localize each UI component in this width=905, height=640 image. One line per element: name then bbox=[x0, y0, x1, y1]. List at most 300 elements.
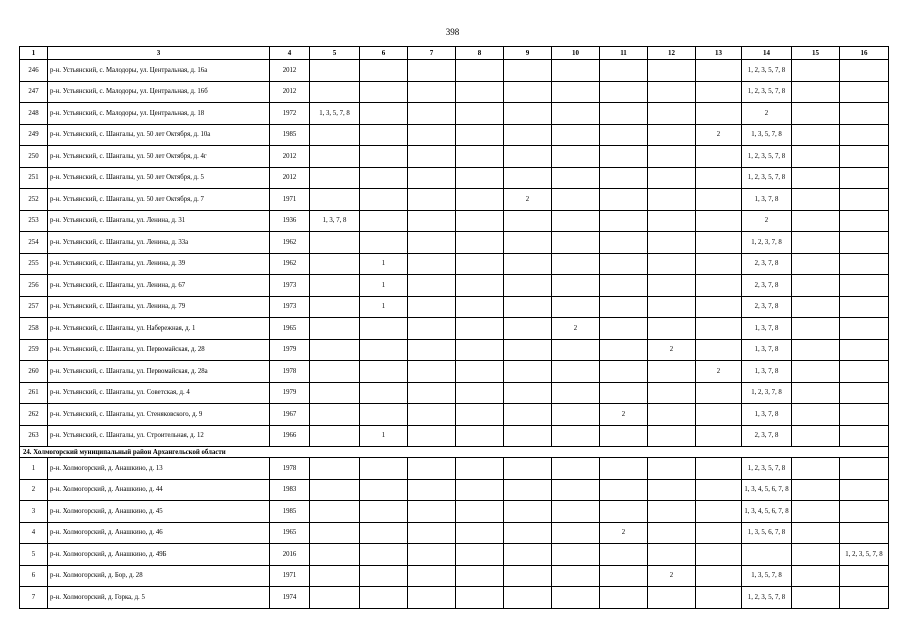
table-row bbox=[20, 232, 889, 254]
work-type-cell: 1, 3, 7, 8 bbox=[310, 210, 360, 232]
work-type-cell bbox=[504, 146, 552, 168]
work-type-cell bbox=[742, 544, 792, 566]
work-type-cell bbox=[600, 458, 648, 480]
work-type-cell bbox=[408, 339, 456, 361]
work-type-cell bbox=[840, 60, 889, 82]
work-type-cell bbox=[456, 522, 504, 544]
work-type-cell bbox=[456, 425, 504, 447]
work-type-cell bbox=[408, 296, 456, 318]
work-type-cell bbox=[456, 103, 504, 125]
work-type-cell bbox=[310, 479, 360, 501]
work-type-cell: 1, 2, 3, 7, 8 bbox=[742, 382, 792, 404]
work-type-cell bbox=[648, 210, 696, 232]
table-header bbox=[20, 47, 889, 60]
work-type-cell bbox=[310, 587, 360, 609]
section-title: 24. Холмогорский муниципальный район Архангельской области bbox=[20, 447, 889, 458]
year-cell: 1962 bbox=[270, 232, 310, 254]
work-type-cell bbox=[600, 587, 648, 609]
work-type-cell bbox=[792, 124, 840, 146]
work-type-cell bbox=[408, 501, 456, 523]
work-type-cell bbox=[792, 425, 840, 447]
work-type-cell: 1, 3, 7, 8 bbox=[742, 361, 792, 383]
work-type-cell bbox=[696, 565, 742, 587]
year-cell: 2012 bbox=[270, 60, 310, 82]
work-type-cell bbox=[360, 522, 408, 544]
work-type-cell bbox=[552, 275, 600, 297]
work-type-cell bbox=[600, 124, 648, 146]
work-type-cell bbox=[504, 587, 552, 609]
housing-register-table bbox=[19, 46, 889, 609]
work-type-cell: 1, 3, 7, 8 bbox=[742, 189, 792, 211]
work-type-cell bbox=[456, 124, 504, 146]
table-row bbox=[20, 565, 889, 587]
column-header: 5 bbox=[310, 47, 360, 60]
work-type-cell bbox=[504, 232, 552, 254]
work-type-cell bbox=[552, 232, 600, 254]
work-type-cell: 1, 2, 3, 5, 7, 8 bbox=[742, 146, 792, 168]
work-type-cell bbox=[696, 382, 742, 404]
work-type-cell bbox=[310, 522, 360, 544]
work-type-cell: 1 bbox=[360, 275, 408, 297]
work-type-cell bbox=[310, 60, 360, 82]
work-type-cell bbox=[600, 275, 648, 297]
work-type-cell bbox=[648, 232, 696, 254]
column-header: 14 bbox=[742, 47, 792, 60]
table-row bbox=[20, 404, 889, 426]
work-type-cell bbox=[552, 124, 600, 146]
work-type-cell bbox=[456, 587, 504, 609]
work-type-cell bbox=[648, 60, 696, 82]
work-type-cell bbox=[310, 361, 360, 383]
work-type-cell bbox=[504, 124, 552, 146]
work-type-cell bbox=[600, 146, 648, 168]
work-type-cell bbox=[552, 522, 600, 544]
address-cell: р-н. Устьянский, с. Шангалы, ул. Стеняковского, д. 9 bbox=[48, 404, 270, 426]
table-row bbox=[20, 458, 889, 480]
work-type-cell bbox=[408, 361, 456, 383]
work-type-cell bbox=[408, 404, 456, 426]
address-cell: р-н. Устьянский, с. Малодоры, ул. Центральная, д. 18 bbox=[48, 103, 270, 125]
work-type-cell bbox=[504, 167, 552, 189]
work-type-cell bbox=[360, 382, 408, 404]
work-type-cell bbox=[552, 565, 600, 587]
year-cell: 2012 bbox=[270, 167, 310, 189]
work-type-cell bbox=[504, 501, 552, 523]
table-row bbox=[20, 339, 889, 361]
column-header: 6 bbox=[360, 47, 408, 60]
work-type-cell bbox=[696, 339, 742, 361]
row-number: 259 bbox=[20, 339, 48, 361]
work-type-cell bbox=[310, 167, 360, 189]
work-type-cell bbox=[360, 458, 408, 480]
year-cell: 1979 bbox=[270, 382, 310, 404]
work-type-cell bbox=[648, 587, 696, 609]
work-type-cell bbox=[840, 382, 889, 404]
work-type-cell bbox=[552, 501, 600, 523]
work-type-cell: 1, 2, 3, 5, 7, 8 bbox=[742, 60, 792, 82]
table-row bbox=[20, 210, 889, 232]
column-header: 4 bbox=[270, 47, 310, 60]
work-type-cell bbox=[504, 210, 552, 232]
work-type-cell bbox=[456, 544, 504, 566]
work-type-cell bbox=[840, 522, 889, 544]
work-type-cell bbox=[648, 81, 696, 103]
work-type-cell bbox=[504, 544, 552, 566]
work-type-cell bbox=[600, 232, 648, 254]
year-cell: 1972 bbox=[270, 103, 310, 125]
work-type-cell: 1, 2, 3, 7, 8 bbox=[742, 232, 792, 254]
work-type-cell bbox=[456, 458, 504, 480]
work-type-cell: 2, 3, 7, 8 bbox=[742, 425, 792, 447]
work-type-cell bbox=[310, 544, 360, 566]
work-type-cell bbox=[552, 587, 600, 609]
work-type-cell bbox=[792, 382, 840, 404]
work-type-cell bbox=[792, 479, 840, 501]
work-type-cell bbox=[310, 404, 360, 426]
column-header: 8 bbox=[456, 47, 504, 60]
work-type-cell bbox=[310, 81, 360, 103]
work-type-cell bbox=[792, 318, 840, 340]
address-cell: р-н. Устьянский, с. Шангалы, ул. Ленина, д. 67 bbox=[48, 275, 270, 297]
work-type-cell bbox=[696, 275, 742, 297]
work-type-cell bbox=[648, 458, 696, 480]
row-number: 262 bbox=[20, 404, 48, 426]
work-type-cell bbox=[456, 146, 504, 168]
work-type-cell bbox=[360, 189, 408, 211]
work-type-cell bbox=[310, 318, 360, 340]
work-type-cell bbox=[840, 146, 889, 168]
work-type-cell bbox=[408, 146, 456, 168]
address-cell: р-н. Устьянский, с. Шангалы, ул. Ленина, д. 31 bbox=[48, 210, 270, 232]
table-row bbox=[20, 296, 889, 318]
work-type-cell: 2 bbox=[742, 103, 792, 125]
work-type-cell bbox=[408, 81, 456, 103]
work-type-cell bbox=[552, 425, 600, 447]
work-type-cell bbox=[840, 103, 889, 125]
work-type-cell: 1 bbox=[360, 253, 408, 275]
work-type-cell bbox=[648, 544, 696, 566]
work-type-cell bbox=[552, 81, 600, 103]
table-row bbox=[20, 544, 889, 566]
work-type-cell bbox=[840, 189, 889, 211]
work-type-cell: 1, 2, 3, 5, 7, 8 bbox=[840, 544, 889, 566]
work-type-cell bbox=[600, 544, 648, 566]
work-type-cell bbox=[648, 425, 696, 447]
work-type-cell bbox=[792, 103, 840, 125]
table-row bbox=[20, 103, 889, 125]
year-cell: 1974 bbox=[270, 587, 310, 609]
work-type-cell: 2 bbox=[504, 189, 552, 211]
work-type-cell bbox=[408, 167, 456, 189]
work-type-cell bbox=[696, 404, 742, 426]
work-type-cell bbox=[648, 146, 696, 168]
work-type-cell bbox=[310, 232, 360, 254]
row-number: 5 bbox=[20, 544, 48, 566]
address-cell: р-н. Устьянский, с. Шангалы, ул. Ленина, д. 39 bbox=[48, 253, 270, 275]
page-number: 398 bbox=[445, 27, 460, 37]
row-number: 255 bbox=[20, 253, 48, 275]
work-type-cell: 1, 2, 3, 5, 7, 8 bbox=[742, 458, 792, 480]
work-type-cell bbox=[360, 479, 408, 501]
work-type-cell bbox=[600, 210, 648, 232]
work-type-cell bbox=[840, 361, 889, 383]
work-type-cell bbox=[648, 361, 696, 383]
work-type-cell bbox=[456, 81, 504, 103]
work-type-cell bbox=[648, 167, 696, 189]
year-cell: 2016 bbox=[270, 544, 310, 566]
work-type-cell bbox=[648, 479, 696, 501]
table-row bbox=[20, 522, 889, 544]
work-type-cell bbox=[840, 81, 889, 103]
row-number: 258 bbox=[20, 318, 48, 340]
work-type-cell bbox=[840, 167, 889, 189]
work-type-cell bbox=[648, 253, 696, 275]
work-type-cell bbox=[648, 189, 696, 211]
address-cell: р-н. Устьянский, с. Малодоры, ул. Центральная, д. 16а bbox=[48, 60, 270, 82]
address-cell: р-н. Холмогорский, д. Анашкино, д. 44 bbox=[48, 479, 270, 501]
work-type-cell bbox=[840, 232, 889, 254]
work-type-cell bbox=[552, 339, 600, 361]
work-type-cell: 2 bbox=[648, 339, 696, 361]
work-type-cell bbox=[456, 339, 504, 361]
work-type-cell bbox=[456, 189, 504, 211]
row-number: 249 bbox=[20, 124, 48, 146]
work-type-cell bbox=[408, 232, 456, 254]
year-cell: 1983 bbox=[270, 479, 310, 501]
work-type-cell bbox=[792, 565, 840, 587]
work-type-cell bbox=[456, 361, 504, 383]
table-row bbox=[20, 587, 889, 609]
work-type-cell bbox=[310, 339, 360, 361]
work-type-cell bbox=[310, 425, 360, 447]
work-type-cell bbox=[792, 210, 840, 232]
year-cell: 1979 bbox=[270, 339, 310, 361]
work-type-cell bbox=[504, 60, 552, 82]
work-type-cell bbox=[408, 318, 456, 340]
work-type-cell bbox=[840, 404, 889, 426]
work-type-cell bbox=[408, 544, 456, 566]
address-cell: р-н. Устьянский, с. Шангалы, ул. Строительная, д. 12 bbox=[48, 425, 270, 447]
work-type-cell bbox=[504, 103, 552, 125]
work-type-cell bbox=[408, 253, 456, 275]
row-number: 1 bbox=[20, 458, 48, 480]
work-type-cell bbox=[696, 146, 742, 168]
work-type-cell bbox=[792, 501, 840, 523]
row-number: 7 bbox=[20, 587, 48, 609]
work-type-cell bbox=[408, 458, 456, 480]
table-row bbox=[20, 146, 889, 168]
work-type-cell bbox=[648, 382, 696, 404]
address-cell: р-н. Холмогорский, д. Анашкино, д. 49Б bbox=[48, 544, 270, 566]
work-type-cell bbox=[840, 425, 889, 447]
work-type-cell bbox=[504, 458, 552, 480]
column-header: 16 bbox=[840, 47, 889, 60]
work-type-cell: 2, 3, 7, 8 bbox=[742, 253, 792, 275]
work-type-cell bbox=[408, 275, 456, 297]
work-type-cell bbox=[792, 522, 840, 544]
row-number: 251 bbox=[20, 167, 48, 189]
work-type-cell: 2 bbox=[696, 124, 742, 146]
work-type-cell bbox=[792, 167, 840, 189]
work-type-cell bbox=[696, 501, 742, 523]
work-type-cell bbox=[360, 318, 408, 340]
work-type-cell bbox=[456, 404, 504, 426]
work-type-cell bbox=[696, 544, 742, 566]
work-type-cell bbox=[648, 103, 696, 125]
row-number: 4 bbox=[20, 522, 48, 544]
work-type-cell bbox=[600, 382, 648, 404]
work-type-cell: 2 bbox=[600, 522, 648, 544]
row-number: 261 bbox=[20, 382, 48, 404]
work-type-cell: 1, 3, 5, 7, 8 bbox=[742, 565, 792, 587]
work-type-cell bbox=[600, 479, 648, 501]
work-type-cell: 2, 3, 7, 8 bbox=[742, 275, 792, 297]
work-type-cell bbox=[504, 339, 552, 361]
work-type-cell bbox=[408, 587, 456, 609]
column-header: 11 bbox=[600, 47, 648, 60]
work-type-cell bbox=[504, 382, 552, 404]
work-type-cell bbox=[792, 587, 840, 609]
address-cell: р-н. Холмогорский, д. Анашкино, д. 13 bbox=[48, 458, 270, 480]
work-type-cell bbox=[360, 501, 408, 523]
work-type-cell bbox=[408, 522, 456, 544]
work-type-cell bbox=[648, 404, 696, 426]
work-type-cell bbox=[840, 275, 889, 297]
work-type-cell bbox=[840, 296, 889, 318]
work-type-cell bbox=[696, 189, 742, 211]
work-type-cell bbox=[648, 522, 696, 544]
table-row bbox=[20, 124, 889, 146]
work-type-cell bbox=[600, 425, 648, 447]
work-type-cell: 1, 3, 5, 7, 8 bbox=[742, 124, 792, 146]
work-type-cell: 2 bbox=[742, 210, 792, 232]
work-type-cell bbox=[648, 275, 696, 297]
work-type-cell: 2 bbox=[648, 565, 696, 587]
work-type-cell bbox=[310, 189, 360, 211]
work-type-cell bbox=[360, 60, 408, 82]
year-cell: 1965 bbox=[270, 318, 310, 340]
work-type-cell: 2 bbox=[552, 318, 600, 340]
year-cell: 1973 bbox=[270, 296, 310, 318]
address-cell: р-н. Устьянский, с. Шангалы, ул. Советская, д. 4 bbox=[48, 382, 270, 404]
table-row bbox=[20, 253, 889, 275]
work-type-cell bbox=[792, 296, 840, 318]
work-type-cell bbox=[552, 296, 600, 318]
row-number: 6 bbox=[20, 565, 48, 587]
year-cell: 1967 bbox=[270, 404, 310, 426]
address-cell: р-н. Устьянский, с. Шангалы, ул. 50 лет Октября, д. 10а bbox=[48, 124, 270, 146]
work-type-cell bbox=[696, 81, 742, 103]
work-type-cell: 1, 3, 5, 6, 7, 8 bbox=[742, 522, 792, 544]
address-cell: р-н. Холмогорский, д. Анашкино, д. 46 bbox=[48, 522, 270, 544]
work-type-cell bbox=[840, 458, 889, 480]
table-row bbox=[20, 501, 889, 523]
row-number: 246 bbox=[20, 60, 48, 82]
work-type-cell bbox=[600, 565, 648, 587]
column-header: 12 bbox=[648, 47, 696, 60]
row-number: 3 bbox=[20, 501, 48, 523]
work-type-cell bbox=[696, 60, 742, 82]
work-type-cell bbox=[648, 318, 696, 340]
work-type-cell: 1, 2, 3, 5, 7, 8 bbox=[742, 587, 792, 609]
work-type-cell bbox=[696, 587, 742, 609]
work-type-cell: 1, 3, 4, 5, 6, 7, 8 bbox=[742, 501, 792, 523]
row-number: 256 bbox=[20, 275, 48, 297]
table-row bbox=[20, 318, 889, 340]
work-type-cell bbox=[600, 60, 648, 82]
work-type-cell bbox=[696, 167, 742, 189]
row-number: 257 bbox=[20, 296, 48, 318]
work-type-cell bbox=[552, 382, 600, 404]
year-cell: 1971 bbox=[270, 565, 310, 587]
work-type-cell bbox=[456, 275, 504, 297]
work-type-cell: 2 bbox=[600, 404, 648, 426]
work-type-cell bbox=[696, 210, 742, 232]
work-type-cell bbox=[360, 565, 408, 587]
work-type-cell bbox=[600, 339, 648, 361]
work-type-cell bbox=[792, 189, 840, 211]
column-header: 9 bbox=[504, 47, 552, 60]
work-type-cell bbox=[552, 60, 600, 82]
work-type-cell bbox=[648, 124, 696, 146]
work-type-cell bbox=[310, 296, 360, 318]
work-type-cell bbox=[696, 522, 742, 544]
work-type-cell bbox=[408, 103, 456, 125]
work-type-cell bbox=[456, 253, 504, 275]
work-type-cell bbox=[600, 189, 648, 211]
address-cell: р-н. Холмогорский, д. Анашкино, д. 45 bbox=[48, 501, 270, 523]
address-cell: р-н. Устьянский, с. Шангалы, ул. 50 лет Октября, д. 5 bbox=[48, 167, 270, 189]
work-type-cell bbox=[696, 253, 742, 275]
work-type-cell bbox=[792, 146, 840, 168]
work-type-cell bbox=[456, 210, 504, 232]
address-cell: р-н. Холмогорский, д. Бор, д. 28 bbox=[48, 565, 270, 587]
work-type-cell bbox=[504, 318, 552, 340]
work-type-cell bbox=[792, 81, 840, 103]
work-type-cell bbox=[408, 382, 456, 404]
work-type-cell bbox=[552, 210, 600, 232]
work-type-cell bbox=[456, 318, 504, 340]
work-type-cell: 2, 3, 7, 8 bbox=[742, 296, 792, 318]
work-type-cell bbox=[456, 296, 504, 318]
row-number: 263 bbox=[20, 425, 48, 447]
work-type-cell bbox=[840, 587, 889, 609]
table-body bbox=[20, 60, 889, 609]
work-type-cell bbox=[648, 296, 696, 318]
work-type-cell bbox=[360, 124, 408, 146]
work-type-cell bbox=[648, 501, 696, 523]
row-number: 250 bbox=[20, 146, 48, 168]
row-number: 247 bbox=[20, 81, 48, 103]
address-cell: р-н. Устьянский, с. Шангалы, ул. 50 лет Октября, д. 7 bbox=[48, 189, 270, 211]
work-type-cell bbox=[456, 565, 504, 587]
table-row bbox=[20, 361, 889, 383]
work-type-cell bbox=[840, 339, 889, 361]
work-type-cell bbox=[840, 318, 889, 340]
year-cell: 1985 bbox=[270, 501, 310, 523]
work-type-cell bbox=[360, 232, 408, 254]
work-type-cell bbox=[456, 501, 504, 523]
address-cell: р-н. Устьянский, с. Шангалы, ул. Ленина, д. 79 bbox=[48, 296, 270, 318]
work-type-cell bbox=[504, 296, 552, 318]
work-type-cell bbox=[552, 458, 600, 480]
year-cell: 1965 bbox=[270, 522, 310, 544]
table-row bbox=[20, 382, 889, 404]
work-type-cell: 1, 3, 4, 5, 6, 7, 8 bbox=[742, 479, 792, 501]
work-type-cell bbox=[840, 501, 889, 523]
work-type-cell bbox=[792, 404, 840, 426]
work-type-cell bbox=[504, 253, 552, 275]
